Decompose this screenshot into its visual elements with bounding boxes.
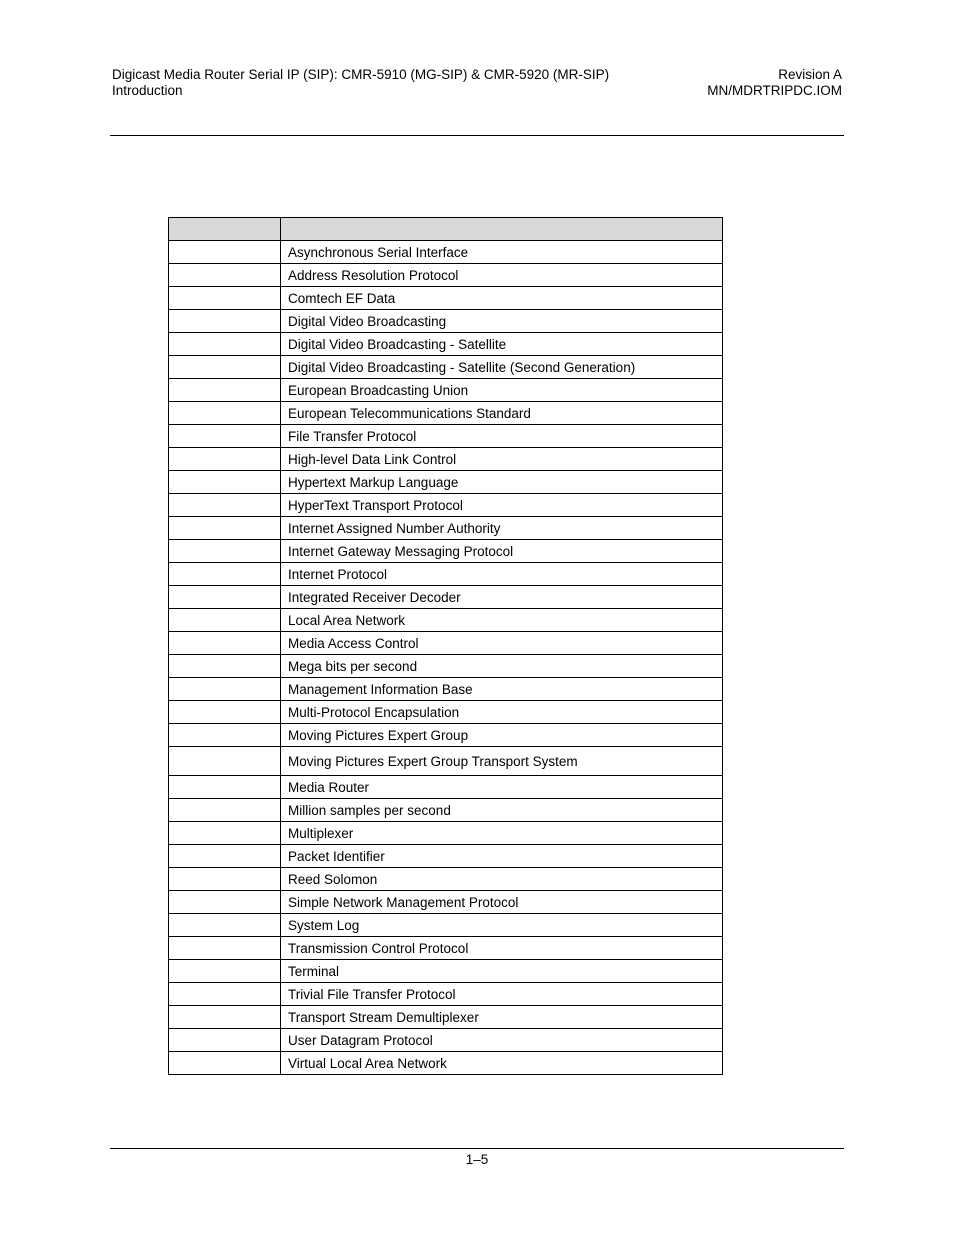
definition-cell: Internet Protocol: [281, 563, 723, 586]
table-row: [169, 609, 723, 632]
document-title: Digicast Media Router Serial IP (SIP): CMR-5910 (MG-SIP) & CMR-5920 (MR-SIP): [112, 67, 610, 82]
definition-cell: Trivial File Transfer Protocol: [281, 983, 723, 1006]
table-row: [169, 701, 723, 724]
table-row: [169, 632, 723, 655]
table-row: [169, 655, 723, 678]
acronym-cell: [169, 609, 281, 632]
definition-cell: European Broadcasting Union: [281, 379, 723, 402]
acronym-cell: [169, 310, 281, 333]
definition-cell: Comtech EF Data: [281, 287, 723, 310]
definition-cell: Moving Pictures Expert Group: [281, 724, 723, 747]
acronym-cell: [169, 632, 281, 655]
definition-cell: Digital Video Broadcasting - Satellite (Second Generation): [281, 356, 723, 379]
table-row: [169, 310, 723, 333]
table-row: [169, 333, 723, 356]
page-number: 1–5: [465, 1152, 489, 1167]
acronym-cell: [169, 845, 281, 868]
table-row: [169, 402, 723, 425]
acronym-cell: [169, 891, 281, 914]
acronym-cell: [169, 402, 281, 425]
acronym-cell: [169, 701, 281, 724]
definition-cell: Million samples per second: [281, 799, 723, 822]
acronym-cell: [169, 960, 281, 983]
table-row: [169, 425, 723, 448]
definition-cell: Internet Gateway Messaging Protocol: [281, 540, 723, 563]
acronym-cell: [169, 333, 281, 356]
acronym-cell: [169, 1006, 281, 1029]
definition-cell: Media Router: [281, 776, 723, 799]
definition-cell: Address Resolution Protocol: [281, 264, 723, 287]
definition-cell: Multi-Protocol Encapsulation: [281, 701, 723, 724]
definition-cell: Digital Video Broadcasting: [281, 310, 723, 333]
acronym-cell: [169, 563, 281, 586]
definition-cell: Moving Pictures Expert Group Transport System: [281, 747, 723, 776]
acronym-cell: [169, 425, 281, 448]
acronym-cell: [169, 937, 281, 960]
definition-cell: Hypertext Markup Language: [281, 471, 723, 494]
acronym-cell: [169, 655, 281, 678]
acronym-cell: [169, 747, 281, 776]
acronym-cell: [169, 494, 281, 517]
definition-cell: Management Information Base: [281, 678, 723, 701]
table-row: [169, 1029, 723, 1052]
table-row: [169, 1006, 723, 1029]
acronym-cell: [169, 540, 281, 563]
definition-cell: Digital Video Broadcasting - Satellite: [281, 333, 723, 356]
table-row: [169, 799, 723, 822]
definition-cell: HyperText Transport Protocol: [281, 494, 723, 517]
table-row: [169, 287, 723, 310]
acronym-cell: [169, 776, 281, 799]
acronym-table: [168, 217, 723, 1075]
table-row: [169, 678, 723, 701]
table-row: [169, 586, 723, 609]
document-number: MN/MDRTRIPDC.IOM: [707, 83, 842, 98]
acronym-cell: [169, 868, 281, 891]
acronym-cell: [169, 983, 281, 1006]
table-row: [169, 937, 723, 960]
table-row: [169, 960, 723, 983]
definition-cell: Local Area Network: [281, 609, 723, 632]
definition-cell: Asynchronous Serial Interface: [281, 241, 723, 264]
table-row: [169, 891, 723, 914]
acronym-table-body: [169, 241, 723, 1075]
definition-cell: Transmission Control Protocol: [281, 937, 723, 960]
table-row: [169, 914, 723, 937]
acronym-cell: [169, 1052, 281, 1075]
table-row: [169, 1052, 723, 1075]
acronym-cell: [169, 799, 281, 822]
acronym-cell: [169, 448, 281, 471]
acronym-cell: [169, 586, 281, 609]
definition-cell: Transport Stream Demultiplexer: [281, 1006, 723, 1029]
table-header-row: [169, 218, 723, 241]
table-row: [169, 241, 723, 264]
header-right: [707, 67, 842, 99]
table-row: [169, 448, 723, 471]
acronym-cell: [169, 241, 281, 264]
acronym-cell: [169, 724, 281, 747]
definition-cell: Simple Network Management Protocol: [281, 891, 723, 914]
table-row: [169, 379, 723, 402]
definition-cell: Internet Assigned Number Authority: [281, 517, 723, 540]
acronym-cell: [169, 287, 281, 310]
table-row: [169, 517, 723, 540]
table-row: [169, 356, 723, 379]
table-row: [169, 776, 723, 799]
definition-cell: Integrated Receiver Decoder: [281, 586, 723, 609]
table-row: [169, 494, 723, 517]
footer-divider: [110, 1148, 844, 1149]
table-row: [169, 471, 723, 494]
acronym-cell: [169, 356, 281, 379]
table-row: [169, 724, 723, 747]
definition-cell: European Telecommunications Standard: [281, 402, 723, 425]
acronym-column-header: [169, 218, 281, 241]
table-row: [169, 845, 723, 868]
definition-cell: Virtual Local Area Network: [281, 1052, 723, 1075]
table-row: [169, 563, 723, 586]
table-row: [169, 747, 723, 776]
acronym-cell: [169, 379, 281, 402]
table-row: [169, 264, 723, 287]
acronym-cell: [169, 517, 281, 540]
acronym-cell: [169, 1029, 281, 1052]
definition-cell: Terminal: [281, 960, 723, 983]
acronym-cell: [169, 264, 281, 287]
definition-cell: Packet Identifier: [281, 845, 723, 868]
header-divider: [110, 135, 844, 136]
definition-cell: Multiplexer: [281, 822, 723, 845]
definition-cell: User Datagram Protocol: [281, 1029, 723, 1052]
chapter-title: Introduction: [112, 83, 183, 98]
definition-cell: File Transfer Protocol: [281, 425, 723, 448]
definition-cell: Media Access Control: [281, 632, 723, 655]
definition-column-header: [281, 218, 723, 241]
definition-cell: Mega bits per second: [281, 655, 723, 678]
header-left: [112, 67, 609, 99]
table-row: [169, 868, 723, 891]
table-row: [169, 822, 723, 845]
definition-cell: High-level Data Link Control: [281, 448, 723, 471]
definition-cell: Reed Solomon: [281, 868, 723, 891]
definition-cell: System Log: [281, 914, 723, 937]
revision-label: Revision A: [778, 67, 842, 82]
acronym-cell: [169, 471, 281, 494]
acronym-cell: [169, 822, 281, 845]
table-row: [169, 540, 723, 563]
acronym-cell: [169, 678, 281, 701]
acronym-cell: [169, 914, 281, 937]
table-row: [169, 983, 723, 1006]
